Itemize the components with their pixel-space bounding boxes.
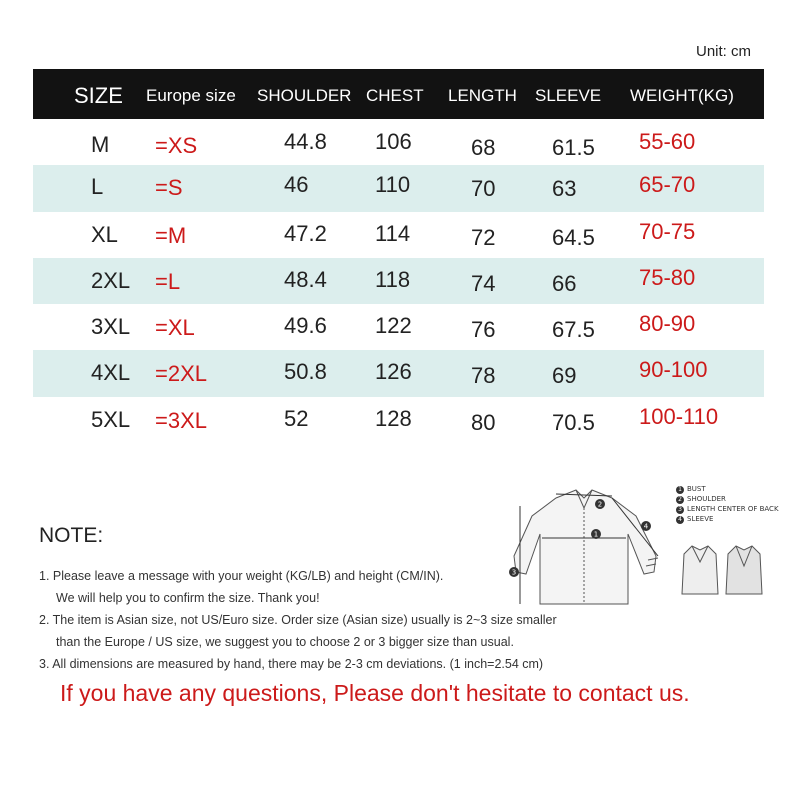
header-sleeve: SLEEVE [535, 86, 602, 105]
cell-size: M [91, 132, 110, 157]
cell-chest: 118 [375, 266, 411, 292]
cell-size: 3XL [91, 314, 131, 340]
header-length: LENGTH [448, 86, 517, 105]
legend-num: 1 [676, 486, 684, 494]
marker-4: 4 [643, 522, 649, 531]
legend-num: 4 [676, 516, 684, 524]
cell-sleeve: 70.5 [552, 409, 595, 435]
table-row [33, 165, 764, 211]
note-line: 3. All dimensions are measured by hand, there may be 2-3 cm deviations. (1 inch=2.54 cm) [39, 657, 544, 671]
legend-item [676, 514, 779, 524]
cell-shoulder: 47.2 [284, 220, 327, 246]
header-europe-size: Europe size [146, 86, 236, 105]
cell-length: 70 [471, 176, 496, 202]
cell-europe: =3XL [155, 407, 207, 433]
cell-weight: 75-80 [639, 264, 696, 290]
cell-chest: 126 [375, 359, 412, 385]
cell-europe: =XS [155, 133, 198, 158]
header-size: SIZE [74, 83, 123, 108]
cell-sleeve: 63 [552, 176, 577, 202]
cell-length: 74 [471, 270, 496, 296]
cell-sleeve: 64.5 [552, 224, 595, 250]
diagram-legend [676, 484, 779, 524]
table-row [33, 397, 764, 443]
cell-shoulder: 50.8 [284, 359, 327, 385]
notes-list [39, 565, 619, 675]
cell-shoulder: 44.8 [284, 129, 327, 154]
header-chest: CHEST [366, 86, 424, 105]
cell-length: 72 [471, 224, 496, 250]
legend-item [676, 504, 779, 514]
contact-message: If you have any questions, Please don't hesitate to contact us. [60, 680, 690, 706]
legend-label: SLEEVE [687, 515, 714, 523]
table-body [33, 119, 764, 443]
cell-sleeve: 66 [552, 270, 577, 296]
legend-num: 2 [676, 496, 684, 504]
marker-3: 3 [511, 568, 517, 577]
cell-length: 76 [471, 317, 496, 343]
cell-weight: 100-110 [639, 403, 719, 429]
note-line: than the Europe / US size, we suggest you to choose 2 or 3 bigger size than usual. [56, 635, 514, 649]
marker-2: 2 [597, 500, 603, 509]
cell-weight: 70-75 [639, 218, 696, 244]
cell-size: XL [91, 221, 118, 247]
legend-label: LENGTH CENTER OF BACK [687, 505, 779, 513]
cell-europe: =L [155, 268, 181, 294]
legend-label: SHOULDER [687, 495, 726, 503]
cell-chest: 106 [375, 129, 412, 154]
legend-label: BUST [687, 485, 706, 493]
header-shoulder: SHOULDER [257, 86, 352, 105]
cell-size: L [91, 174, 104, 200]
cell-weight: 90-100 [639, 357, 708, 383]
cell-chest: 128 [375, 405, 412, 431]
table-row [33, 350, 764, 396]
cell-length: 68 [471, 135, 496, 160]
table-row [33, 212, 764, 258]
cell-europe: =S [155, 175, 183, 201]
cell-sleeve: 69 [552, 363, 577, 389]
legend-item [676, 484, 779, 494]
cell-chest: 114 [375, 220, 411, 246]
unit-label: Unit: cm [696, 43, 752, 60]
cell-europe: =2XL [155, 361, 207, 387]
cell-size: 2XL [91, 267, 131, 293]
cell-length: 78 [471, 363, 496, 389]
cell-weight: 55-60 [639, 129, 696, 154]
legend-num: 3 [676, 506, 684, 514]
cell-shoulder: 46 [284, 172, 309, 198]
cell-europe: =XL [155, 315, 195, 341]
note-line: 1. Please leave a message with your weight (KG/LB) and height (CM/IN). [39, 569, 444, 583]
table-row [33, 119, 764, 165]
note-line: We will help you to confirm the size. Thank you! [56, 591, 320, 605]
size-table [33, 69, 764, 443]
cell-shoulder: 48.4 [284, 266, 327, 292]
cell-size: 4XL [91, 360, 131, 386]
table-row [33, 258, 764, 304]
cell-weight: 80-90 [639, 311, 696, 337]
cell-chest: 122 [375, 313, 412, 339]
cell-length: 80 [471, 409, 496, 435]
table-header [33, 69, 764, 119]
note-title: NOTE: [39, 524, 104, 547]
cell-sleeve: 61.5 [552, 135, 595, 160]
cell-europe: =M [155, 222, 187, 248]
cell-shoulder: 49.6 [284, 313, 327, 339]
cell-weight: 65-70 [639, 172, 696, 198]
header-weight: WEIGHT(KG) [630, 86, 734, 105]
marker-1: 1 [593, 530, 599, 539]
table-row [33, 304, 764, 350]
note-line: 2. The item is Asian size, not US/Euro size. Order size (Asian size) usually is 2~3 size smaller [39, 613, 557, 627]
cell-sleeve: 67.5 [552, 317, 595, 343]
cell-shoulder: 52 [284, 405, 309, 431]
cell-chest: 110 [375, 172, 411, 198]
legend-item [676, 494, 779, 504]
cell-size: 5XL [91, 406, 131, 432]
